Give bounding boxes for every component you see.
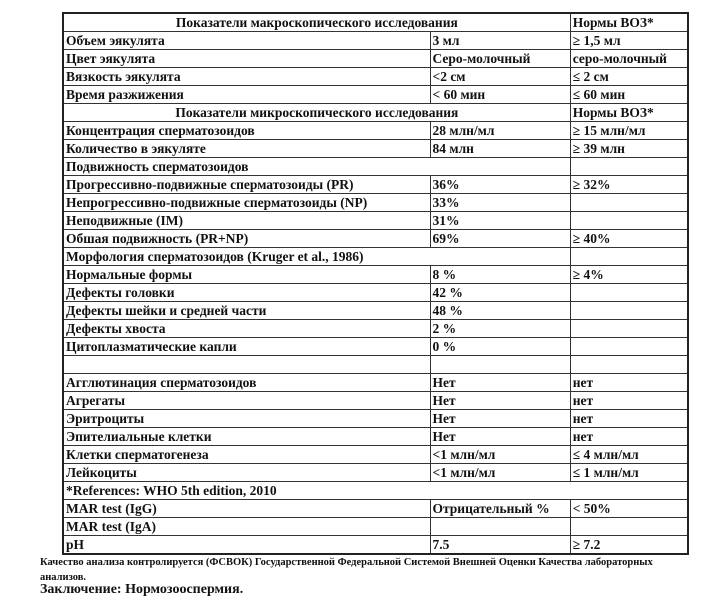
table-row <box>63 392 688 410</box>
parameter-cell: Эпителиальные клетки <box>63 428 430 446</box>
norm-cell: < 50% <box>570 500 688 518</box>
result-cell: Нет <box>430 392 570 410</box>
norm-cell: ≥ 4% <box>570 266 688 284</box>
parameter-cell: Вязкость эякулята <box>63 68 430 86</box>
quality-note: Качество анализа контролируется (ФСВОК) Государственной Федеральной Системой Внешней Оценки Качества лабораторных анализов. <box>40 557 653 583</box>
table-row <box>63 176 688 194</box>
norm-cell: нет <box>570 374 688 392</box>
table-row <box>63 266 688 284</box>
norm-cell: ≤ 2 см <box>570 68 688 86</box>
parameter-cell: Обшая подвижность (PR+NP) <box>63 230 430 248</box>
norm-cell <box>570 302 688 320</box>
result-cell: 8 % <box>430 266 570 284</box>
result-cell: < 60 мин <box>430 86 570 104</box>
norm-cell: ≥ 1,5 мл <box>570 32 688 50</box>
norm-cell: ≥ 40% <box>570 230 688 248</box>
result-cell: 28 млн/мл <box>430 122 570 140</box>
result-cell: 33% <box>430 194 570 212</box>
result-cell: <2 см <box>430 68 570 86</box>
norm-cell <box>570 320 688 338</box>
norm-cell <box>570 284 688 302</box>
table-row <box>63 86 688 104</box>
norm-cell: нет <box>570 392 688 410</box>
norm-cell: ≥ 32% <box>570 176 688 194</box>
norm-cell: ≤ 4 млн/мл <box>570 446 688 464</box>
table-row <box>63 302 688 320</box>
norm-cell: ≥ 15 млн/мл <box>570 122 688 140</box>
parameter-cell: Дефекты шейки и средней части <box>63 302 430 320</box>
parameter-cell: Агглютинация сперматозоидов <box>63 374 430 392</box>
norm-cell <box>570 338 688 356</box>
norm-cell: ≥ 39 млн <box>570 140 688 158</box>
norm-cell: ≤ 60 мин <box>570 86 688 104</box>
parameter-cell: Количество в эякуляте <box>63 140 430 158</box>
semen-analysis-table <box>62 12 689 555</box>
table-row <box>63 410 688 428</box>
table-row <box>63 374 688 392</box>
parameter-cell: pH <box>63 536 430 555</box>
parameter-cell: Эритроциты <box>63 410 430 428</box>
parameter-cell: Агрегаты <box>63 392 430 410</box>
result-cell: 2 % <box>430 320 570 338</box>
table-row <box>63 356 688 374</box>
conclusion: Заключение: Нормозооспермия. <box>40 582 244 597</box>
parameter-cell: Прогрессивно-подвижные сперматозоиды (PR) <box>63 176 430 194</box>
parameter-cell: MAR test (IgG) <box>63 500 430 518</box>
table-section-header <box>63 13 688 32</box>
result-cell: 69% <box>430 230 570 248</box>
parameter-cell: Объем эякулята <box>63 32 430 50</box>
result-cell: 0 % <box>430 338 570 356</box>
result-cell: 36% <box>430 176 570 194</box>
result-cell: 3 мл <box>430 32 570 50</box>
result-cell: Отрицательный % <box>430 500 570 518</box>
parameter-cell <box>63 356 430 374</box>
table-row <box>63 320 688 338</box>
norm-cell: ≥ 7.2 <box>570 536 688 555</box>
norm-cell <box>570 194 688 212</box>
table-row <box>63 32 688 50</box>
result-cell: <1 млн/мл <box>430 464 570 482</box>
group-title: Подвижность сперматозоидов <box>63 158 570 176</box>
table-row <box>63 68 688 86</box>
parameter-cell: Дефекты головки <box>63 284 430 302</box>
references-note: *References: WHO 5th edition, 2010 <box>63 482 688 500</box>
parameter-cell: Концентрация сперматозоидов <box>63 122 430 140</box>
parameter-cell: Непрогрессивно-подвижные сперматозоиды (NP) <box>63 194 430 212</box>
norm-cell: серо-молочный <box>570 50 688 68</box>
result-cell: 42 % <box>430 284 570 302</box>
parameter-cell: Цвет эякулята <box>63 50 430 68</box>
parameter-cell: MAR test (IgA) <box>63 518 430 536</box>
table-row <box>63 140 688 158</box>
result-cell: 84 млн <box>430 140 570 158</box>
group-title: Морфология сперматозоидов (Kruger et al., 1986) <box>63 248 570 266</box>
result-cell: 48 % <box>430 302 570 320</box>
parameter-cell: Нормальные формы <box>63 266 430 284</box>
parameter-cell: Цитоплазматические капли <box>63 338 430 356</box>
parameter-cell: Время разжижения <box>63 86 430 104</box>
norm-cell: нет <box>570 410 688 428</box>
result-cell: Серо-молочный <box>430 50 570 68</box>
result-cell: 7.5 <box>430 536 570 555</box>
norm-header: Нормы ВОЗ* <box>570 104 688 122</box>
result-cell: Нет <box>430 374 570 392</box>
result-cell: <1 млн/мл <box>430 446 570 464</box>
table-row <box>63 518 688 536</box>
table-row <box>63 158 688 176</box>
table-row <box>63 446 688 464</box>
table-row <box>63 122 688 140</box>
table-row <box>63 482 688 500</box>
norm-header: Нормы ВОЗ* <box>570 13 688 32</box>
table-row <box>63 194 688 212</box>
norm-cell: ≤ 1 млн/мл <box>570 464 688 482</box>
norm-header <box>570 248 688 266</box>
norm-cell <box>570 356 688 374</box>
section-title: Показатели микроскопического исследования <box>63 104 570 122</box>
result-cell <box>430 356 570 374</box>
parameter-cell: Дефекты хвоста <box>63 320 430 338</box>
result-cell: 31% <box>430 212 570 230</box>
table-row <box>63 536 688 555</box>
table-row <box>63 500 688 518</box>
parameter-cell: Лейкоциты <box>63 464 430 482</box>
result-cell <box>430 518 570 536</box>
result-cell: Нет <box>430 428 570 446</box>
parameter-cell: Неподвижные (IM) <box>63 212 430 230</box>
norm-cell <box>570 212 688 230</box>
section-title: Показатели макроскопического исследования <box>63 13 570 32</box>
table-row <box>63 248 688 266</box>
result-cell: Нет <box>430 410 570 428</box>
parameter-cell: Клетки сперматогенеза <box>63 446 430 464</box>
table-row <box>63 428 688 446</box>
norm-header <box>570 158 688 176</box>
norm-cell: нет <box>570 428 688 446</box>
norm-cell <box>570 518 688 536</box>
table-row <box>63 338 688 356</box>
table-row <box>63 50 688 68</box>
table-row <box>63 464 688 482</box>
table-section-header <box>63 104 688 122</box>
table-row <box>63 230 688 248</box>
table-row <box>63 212 688 230</box>
table-row <box>63 284 688 302</box>
